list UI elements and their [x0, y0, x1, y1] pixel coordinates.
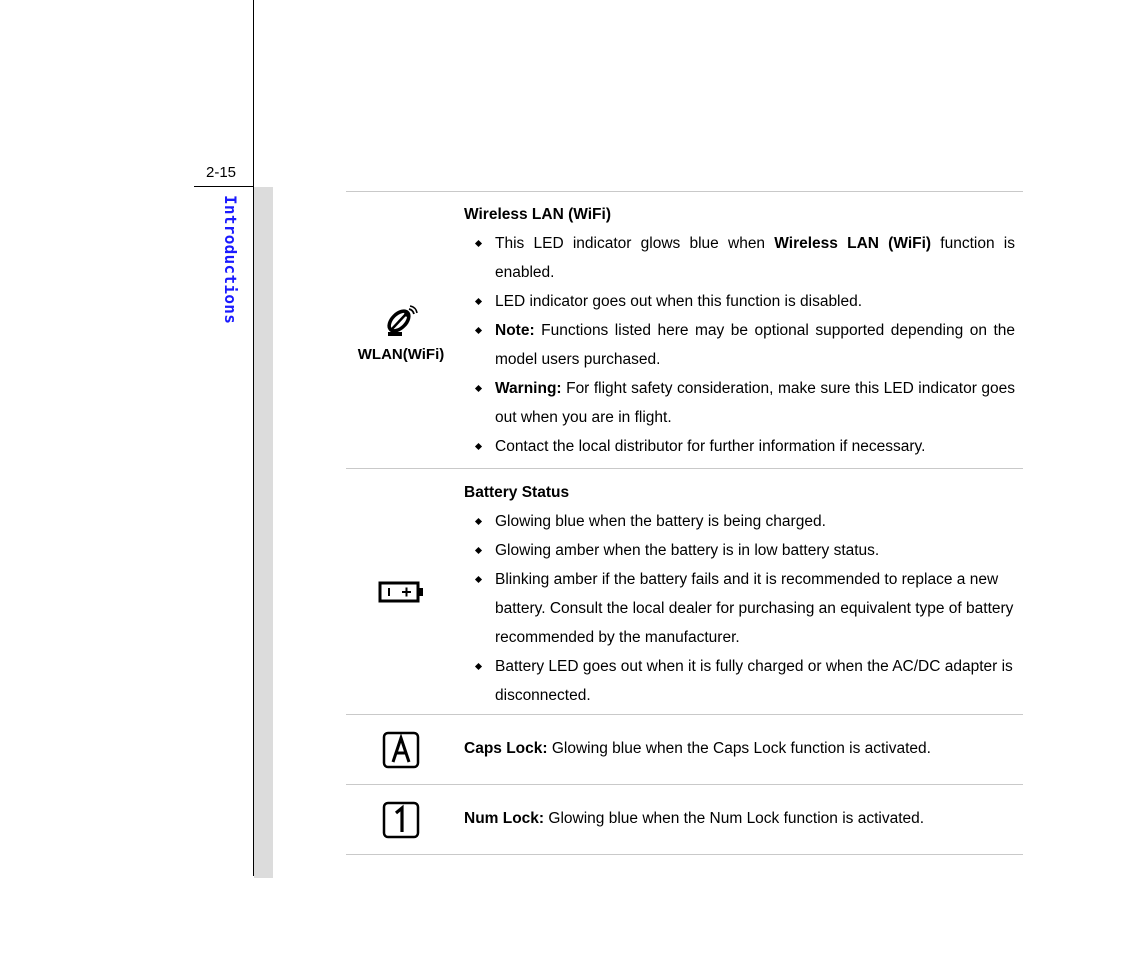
table-divider: [346, 468, 1023, 469]
caps-lock-icon: [382, 731, 420, 769]
bullet-text: Glowing blue when the battery is being charged.: [495, 513, 826, 530]
battery-icon: [378, 580, 424, 604]
list-item: [464, 432, 1015, 461]
battery-bullet-list: [464, 507, 1015, 710]
list-item: [464, 316, 1015, 374]
bullet-text: Contact the local distributor for further information if necessary.: [495, 438, 926, 455]
list-item: [464, 507, 1015, 536]
bullet-text: Battery LED goes out when it is fully charged or when the AC/DC adapter is disconnected.: [495, 658, 1013, 704]
table-divider: [346, 784, 1023, 785]
wlan-description: [464, 200, 1015, 461]
battery-description: [464, 478, 1015, 710]
capslock-label: Caps Lock:: [464, 740, 548, 757]
list-item: [464, 374, 1015, 432]
numlock-description: [464, 809, 1024, 829]
list-item: [464, 565, 1015, 652]
capslock-description: [464, 739, 1024, 759]
bullet-text: For flight safety consideration, make sure this LED indicator goes out when you are in flight.: [495, 380, 1015, 426]
list-item: [464, 652, 1015, 710]
num-lock-icon: [382, 801, 420, 839]
numlock-icon-cell: [346, 801, 456, 839]
battery-icon-cell: [346, 580, 456, 604]
page-number-rule: [194, 186, 254, 187]
wlan-icon-cell: [346, 304, 456, 363]
section-title: Introductions: [221, 195, 240, 325]
capslock-text: Glowing blue when the Caps Lock function is activated.: [547, 740, 931, 757]
list-item: [464, 229, 1015, 287]
bullet-text: Glowing amber when the battery is in low battery status.: [495, 542, 880, 559]
bullet-emphasis: Wireless LAN (WiFi): [774, 235, 932, 252]
numlock-label: Num Lock:: [464, 810, 545, 827]
wlan-bullet-list: [464, 229, 1015, 461]
table-divider: [346, 854, 1023, 855]
bullet-text: LED indicator goes out when this function is disabled.: [495, 293, 863, 310]
list-item: [464, 287, 1015, 316]
bullet-text: Blinking amber if the battery fails and it is recommended to replace a new battery. Consult the local dealer for purchasing an equivalent type of battery recommended by the manufacturer.: [495, 571, 1014, 646]
capslock-icon-cell: [346, 731, 456, 769]
side-tab-bar: [254, 187, 273, 878]
battery-title: Battery Status: [464, 484, 570, 501]
satellite-dish-icon: [384, 304, 418, 338]
wlan-label: WLAN(WiFi): [357, 346, 445, 363]
table-divider: [346, 191, 1023, 192]
list-item: [464, 536, 1015, 565]
wlan-title: Wireless LAN (WiFi): [464, 206, 611, 223]
bullet-text: function is enabled.: [495, 235, 1015, 281]
bullet-text: Functions listed here may be optional supported depending on the model users purchased.: [495, 322, 1015, 368]
table-divider: [346, 714, 1023, 715]
bullet-text: This LED indicator glows blue when: [495, 235, 775, 252]
numlock-text: Glowing blue when the Num Lock function is activated.: [544, 810, 925, 827]
page-number: 2-15: [206, 164, 237, 181]
bullet-emphasis: Warning:: [495, 380, 562, 397]
bullet-emphasis: Note:: [495, 322, 535, 339]
